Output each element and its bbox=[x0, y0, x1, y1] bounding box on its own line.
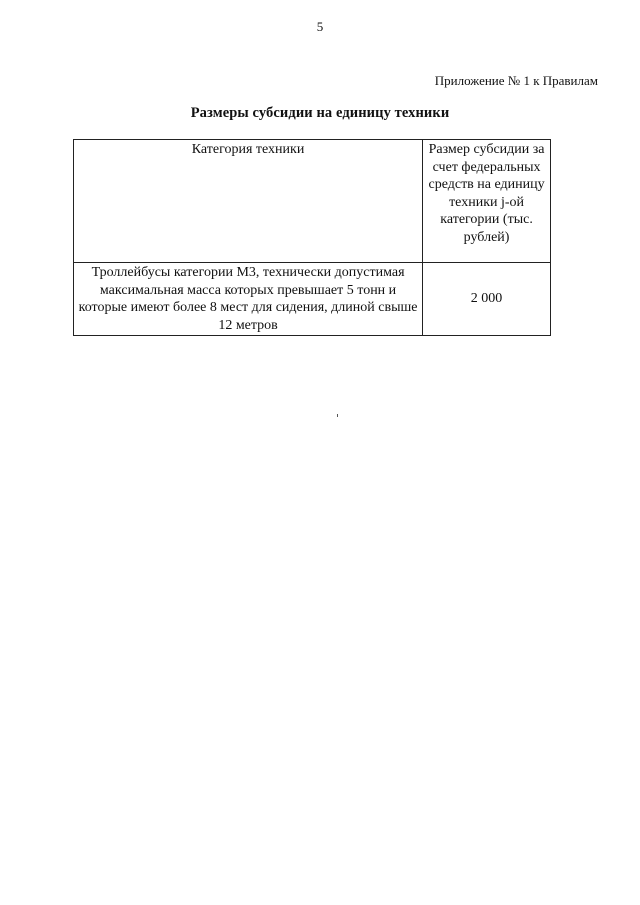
table-header-row bbox=[74, 140, 551, 263]
header-subsidy-amount: Размер субсидии за счет федеральных средств на единицу техники j-ой категории (тыс. рублей) bbox=[423, 140, 551, 263]
header-category: Категория техники bbox=[74, 140, 423, 263]
subsidy-table bbox=[73, 139, 551, 336]
cell-subsidy-amount: 2 000 bbox=[423, 263, 551, 336]
scan-mark bbox=[337, 414, 338, 417]
table-row bbox=[74, 263, 551, 336]
page-number: 5 bbox=[316, 19, 324, 34]
cell-category: Троллейбусы категории М3, технически допустимая максимальная масса которых превышает 5 тонн и которые имеют более 8 мест для сидения, длиной свыше 12 метров bbox=[74, 263, 423, 336]
appendix-note: Приложение № 1 к Правилам bbox=[434, 73, 598, 88]
document-title: Размеры субсидии на единицу техники bbox=[190, 105, 450, 121]
